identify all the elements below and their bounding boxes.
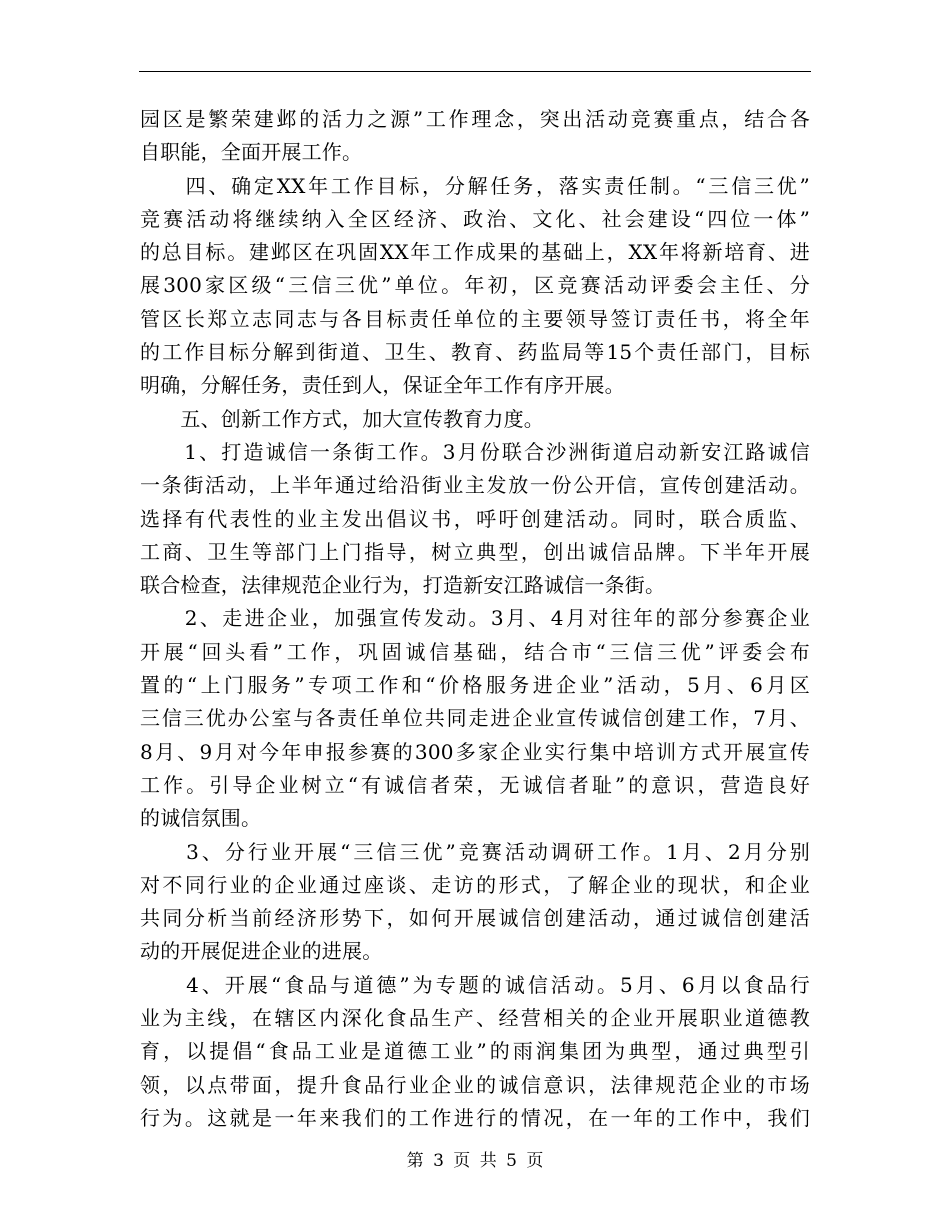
text-line: 工作。引导企业树立“有诚信者荣，无诚信者耻”的意识，营造良好 bbox=[140, 772, 810, 797]
text-line: 3、分行业开展“三信三优”竞赛活动调研工作。1月、2月分别 bbox=[140, 839, 810, 864]
text-line: 四、确定XX年工作目标，分解任务，落实责任制。“三信三优” bbox=[140, 173, 810, 198]
text-line: 园区是繁荣建邺的活力之源”工作理念，突出活动竞赛重点，结合各 bbox=[140, 107, 810, 131]
text-line: 的总目标。建邺区在巩固XX年工作成果的基础上，XX年将新培育、进 bbox=[140, 240, 810, 265]
text-line: 自职能，全面开展工作。 bbox=[140, 140, 363, 165]
text-line: 2、走进企业，加强宣传发动。3月、4月对往年的部分参赛企业 bbox=[140, 606, 810, 631]
text-line: 共同分析当前经济形势下，如何开展诚信创建活动，通过诚信创建活 bbox=[140, 906, 810, 931]
body-text bbox=[140, 103, 810, 1135]
text-line: 行为。这就是一年来我们的工作进行的情况，在一年的工作中，我们 bbox=[140, 1105, 810, 1130]
text-line: 一条街活动，上半年通过给沿街业主发放一份公开信，宣传创建活动。 bbox=[140, 473, 810, 498]
text-line: 三信三优办公室与各责任单位共同走进企业宣传诚信创建工作，7月、 bbox=[140, 706, 810, 731]
text-line: 8月、9月对今年申报参赛的300多家企业实行集中培训方式开展宣传 bbox=[140, 739, 810, 764]
text-line: 的诚信氛围。 bbox=[140, 806, 262, 831]
text-line: 动的开展促进企业的进展。 bbox=[140, 939, 383, 964]
text-line: 业为主线，在辖区内深化食品生产、经营相关的企业开展职业道德教 bbox=[140, 1006, 810, 1031]
header-rule bbox=[139, 71, 811, 72]
text-line: 联合检查，法律规范企业行为，打造新安江路诚信一条街。 bbox=[140, 573, 666, 598]
text-line: 的工作目标分解到街道、卫生、教育、药监局等15个责任部门，目标 bbox=[140, 340, 810, 365]
text-line: 五、创新工作方式，加大宣传教育力度。 bbox=[140, 406, 544, 431]
text-line: 对不同行业的企业通过座谈、走访的形式，了解企业的现状，和企业 bbox=[140, 872, 810, 897]
text-line: 管区长郑立志同志与各目标责任单位的主要领导签订责任书，将全年 bbox=[140, 306, 810, 331]
text-line: 育，以提倡“食品工业是道德工业”的雨润集团为典型，通过典型引 bbox=[140, 1039, 810, 1064]
text-line: 4、开展“食品与道德”为专题的诚信活动。5月、6月以食品行 bbox=[140, 972, 810, 997]
page-number-footer: 第 3 页 共 5 页 bbox=[406, 1151, 544, 1171]
text-line: 开展“回头看”工作，巩固诚信基础，结合市“三信三优”评委会布 bbox=[140, 639, 810, 664]
text-line: 1、打造诚信一条街工作。3月份联合沙洲街道启动新安江路诚信 bbox=[140, 439, 810, 464]
text-line: 置的“上门服务”专项工作和“价格服务进企业”活动，5月、6月区 bbox=[140, 673, 810, 698]
text-line: 工商、卫生等部门上门指导，树立典型，创出诚信品牌。下半年开展 bbox=[140, 539, 810, 564]
text-line: 领，以点带面，提升食品行业企业的诚信意识，法律规范企业的市场 bbox=[140, 1072, 810, 1097]
text-line: 展300家区级“三信三优”单位。年初，区竞赛活动评委会主任、分 bbox=[140, 273, 810, 298]
text-line: 竞赛活动将继续纳入全区经济、政治、文化、社会建设“四位一体” bbox=[140, 206, 810, 231]
text-line: 明确，分解任务，责任到人，保证全年工作有序开展。 bbox=[140, 373, 625, 398]
text-line: 选择有代表性的业主发出倡议书，呼吁创建活动。同时，联合质监、 bbox=[140, 506, 810, 531]
